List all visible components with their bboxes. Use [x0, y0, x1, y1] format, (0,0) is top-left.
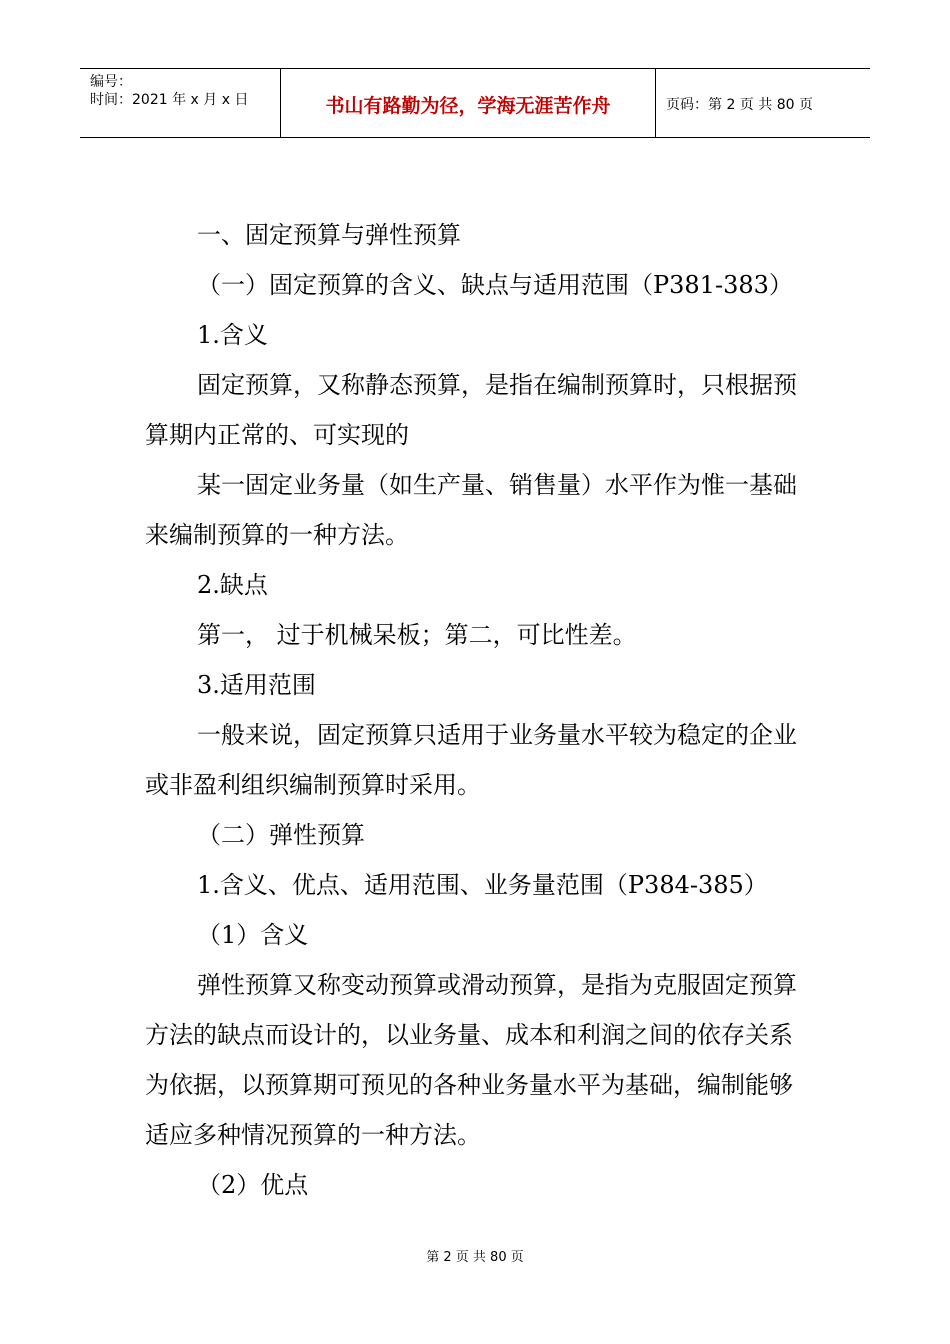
item-heading: 3.适用范围	[197, 671, 316, 699]
header-info-cell	[80, 69, 281, 137]
body-paragraph: 固定预算，又称静态预算，是指在编制预算时，只根据预算期内正常的、可实现的	[145, 371, 797, 449]
item-heading: 1.含义、优点、适用范围、业务量范围（P384-385）	[197, 871, 768, 899]
body-paragraph: 一般来说，固定预算只适用于业务量水平较为稳定的企业或非盈利组织编制预算时采用。	[145, 721, 797, 799]
item-heading: 2.缺点	[197, 571, 268, 599]
body-paragraph: 弹性预算又称变动预算或滑动预算，是指为克服固定预算方法的缺点而设计的，以业务量、成本和利润之间的依存关系为依据，以预算期可预见的各种业务量水平为基础，编制能够适应多种情况预算的一种方法。	[145, 971, 797, 1149]
header-page-number: 页码：第 2 页 共 80 页	[666, 97, 813, 113]
document-date: 时间：2021 年 x 月 x 日	[90, 92, 249, 108]
page-footer: 第 2 页 共 80 页	[426, 1250, 524, 1265]
header-motto: 书山有路勤为径，学海无涯苦作舟	[325, 95, 611, 117]
header-page-cell	[656, 69, 870, 137]
document-body	[145, 210, 810, 1210]
subsection-heading: （二）弹性预算	[197, 821, 365, 849]
body-paragraph: 某一固定业务量（如生产量、销售量）水平作为惟一基础来编制预算的一种方法。	[145, 471, 797, 549]
document-number-label: 编号：	[90, 74, 132, 90]
subsection-heading: （一）固定预算的含义、缺点与适用范围（P381-383）	[197, 271, 793, 299]
item-heading: 1.含义	[197, 321, 268, 349]
sub-item-heading: （1）含义	[197, 921, 309, 949]
header-motto-cell	[281, 69, 656, 137]
body-paragraph: 第一， 过于机械呆板；第二，可比性差。	[197, 621, 637, 649]
page-header	[80, 68, 870, 138]
sub-item-heading: （2）优点	[197, 1171, 309, 1199]
section-heading: 一、固定预算与弹性预算	[197, 221, 461, 249]
